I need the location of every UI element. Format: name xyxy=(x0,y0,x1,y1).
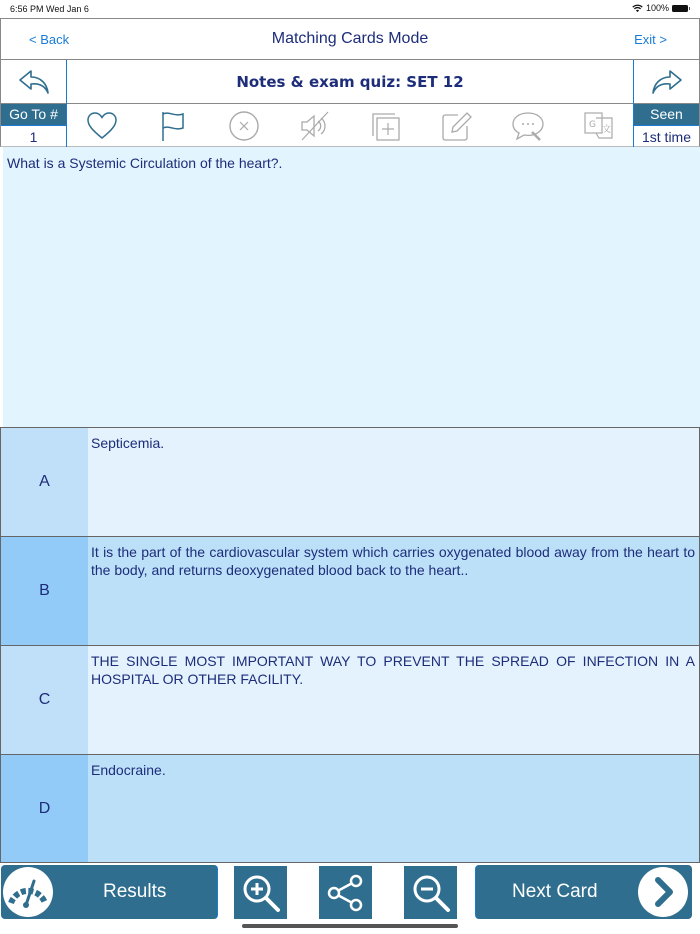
translate-icon xyxy=(582,110,616,142)
nav-bar xyxy=(0,18,700,60)
next-card-button[interactable] xyxy=(475,865,692,919)
comment-icon xyxy=(510,110,546,142)
edit-icon xyxy=(440,110,474,142)
answer-text: Septicemia. xyxy=(88,428,699,536)
sound-button[interactable] xyxy=(297,109,333,143)
gauge-icon xyxy=(3,867,53,917)
answer-letter: D xyxy=(1,755,88,862)
wifi-icon xyxy=(632,4,643,13)
add-copy-icon xyxy=(369,110,403,142)
seen-value: 1st time xyxy=(634,125,699,147)
share-button[interactable] xyxy=(319,866,372,919)
next-card-label: Next Card xyxy=(512,881,598,902)
home-indicator[interactable] xyxy=(242,924,458,928)
bottom-bar xyxy=(0,865,700,920)
zoom-out-button[interactable] xyxy=(404,866,457,919)
svg-text:G: G xyxy=(589,120,596,130)
share-icon xyxy=(324,871,368,915)
svg-text:文: 文 xyxy=(602,125,612,135)
answer-option-a[interactable] xyxy=(0,427,700,536)
remove-button[interactable] xyxy=(226,109,262,143)
answer-letter: B xyxy=(1,537,88,645)
results-button[interactable] xyxy=(1,865,218,919)
forward-arrow-icon xyxy=(650,68,684,96)
reply-arrow-icon xyxy=(17,68,51,96)
next-set-button[interactable] xyxy=(633,60,699,104)
tool-bar xyxy=(0,104,700,147)
comment-button[interactable] xyxy=(510,109,546,143)
answer-option-b[interactable] xyxy=(0,536,700,645)
goto-label: Go To # xyxy=(1,104,66,125)
flag-button[interactable] xyxy=(155,109,191,143)
answer-text: Endocraine. xyxy=(88,755,699,862)
add-card-button[interactable] xyxy=(368,109,404,143)
battery-percent: 100% xyxy=(645,3,669,13)
answer-option-d[interactable] xyxy=(0,754,700,863)
answers-list xyxy=(0,427,700,863)
set-bar xyxy=(0,60,700,104)
close-circle-icon xyxy=(228,110,260,142)
set-title: Notes & exam quiz: SET 12 xyxy=(236,73,464,91)
favorite-button[interactable] xyxy=(84,109,120,143)
answer-option-c[interactable] xyxy=(0,645,700,754)
chevron-right-icon xyxy=(638,867,688,917)
answer-letter: C xyxy=(1,646,88,754)
answer-text: It is the part of the cardiovascular system which carries oxygenated blood away from the heart to the body, and returns deoxygenated blood back to the heart.. xyxy=(88,537,699,645)
edit-button[interactable] xyxy=(439,109,475,143)
back-button[interactable]: < Back xyxy=(29,32,70,47)
goto-input[interactable]: 1 xyxy=(1,125,66,147)
answer-letter: A xyxy=(1,428,88,536)
status-bar xyxy=(0,0,700,18)
results-label: Results xyxy=(103,881,167,902)
seen-indicator xyxy=(633,104,699,147)
zoom-out-icon xyxy=(409,871,453,915)
zoom-in-icon xyxy=(239,871,283,915)
question-panel xyxy=(3,147,700,427)
seen-label: Seen xyxy=(634,104,699,125)
flag-icon xyxy=(159,110,187,142)
page-title: Matching Cards Mode xyxy=(271,30,429,47)
answer-text: THE SINGLE MOST IMPORTANT WAY TO PREVENT THE SPREAD OF INFECTION IN A HOSPITAL OR OTHER FACILITY. xyxy=(88,646,699,754)
status-right xyxy=(632,3,688,13)
status-time: 6:56 PM Wed Jan 6 xyxy=(10,4,89,14)
previous-card-button[interactable] xyxy=(1,60,67,104)
sound-off-icon xyxy=(298,110,332,142)
heart-icon xyxy=(86,111,118,141)
goto-control[interactable] xyxy=(1,104,67,147)
zoom-in-button[interactable] xyxy=(234,866,287,919)
translate-button[interactable] xyxy=(581,109,617,143)
battery-icon xyxy=(672,5,688,12)
exit-button[interactable]: Exit > xyxy=(634,32,667,47)
question-text: What is a Systemic Circulation of the heart?. xyxy=(7,155,283,171)
